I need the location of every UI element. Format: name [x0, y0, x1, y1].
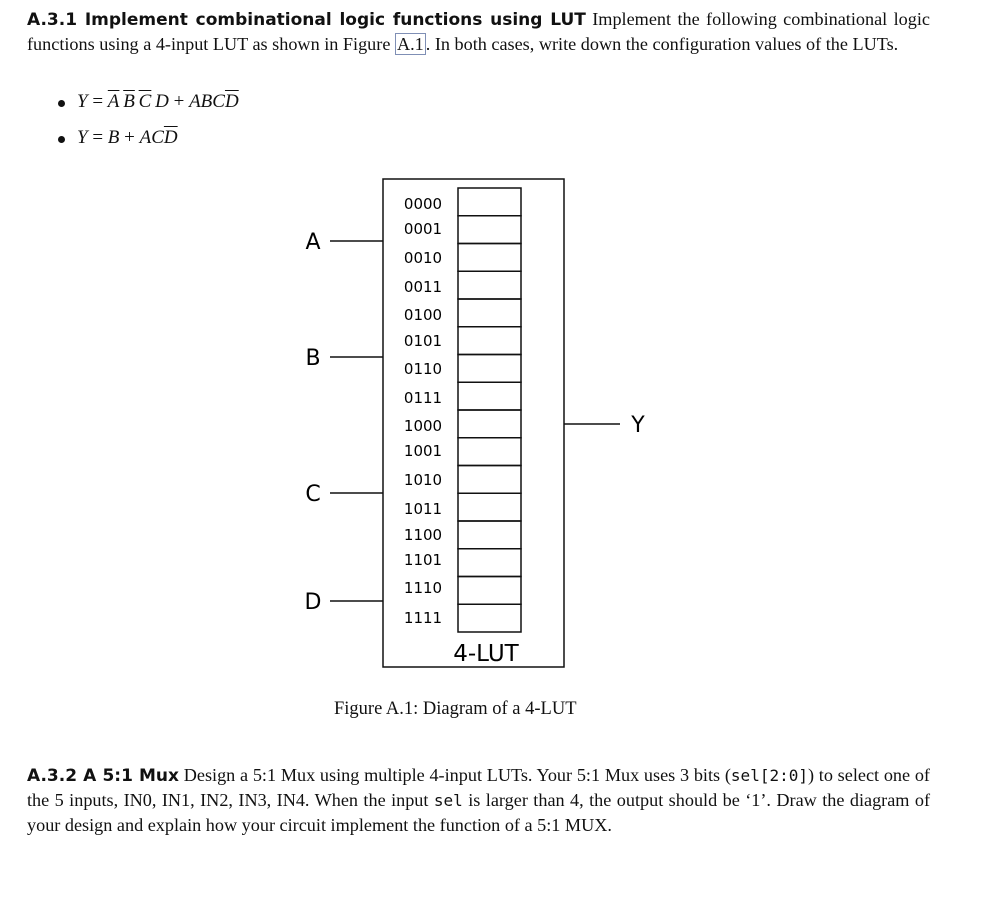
input-c-label: C	[305, 482, 321, 507]
lut-cell-0100	[458, 299, 521, 327]
section-a32-text-2: ) to select one of the 5 inputs, IN0, IN1, IN2, IN3, IN4. When the input	[27, 765, 930, 810]
lut-address-1011: 1011	[403, 500, 443, 518]
lut-address-0001: 0001	[403, 220, 443, 238]
lut-label: 4-LUT	[453, 641, 519, 667]
section-a32-paragraph	[27, 763, 930, 837]
lut-address-1111: 1111	[403, 609, 443, 627]
section-a32-heading: A.3.2 A 5:1 Mux	[27, 766, 179, 786]
section-a31-text-end: . In both cases, write down the configuration values of the LUTs.	[425, 34, 899, 54]
lut-address-1110: 1110	[403, 579, 443, 597]
lut-cell-1011	[458, 493, 521, 521]
lut-cell-1100	[458, 521, 521, 549]
lut-address-1001: 1001	[403, 442, 443, 460]
figure-reference-link[interactable]: A.1	[396, 34, 424, 54]
lut-cell-0110	[458, 355, 521, 383]
lut-cell-1101	[458, 549, 521, 577]
section-a32-text-1: Design a 5:1 Mux using multiple 4-input LUTs. Your 5:1 Mux uses 3 bits (	[183, 765, 731, 785]
section-a31-text: Implement the following combinational logic functions using a 4-input LUT as shown in Figure	[27, 9, 930, 54]
section-a32-text-3: is larger than 4, the output should be ‘1’. Draw the diagram of your design and explain how your circuit implement the function of a 5:1 MUX.	[27, 790, 931, 835]
lut-address-0010: 0010	[403, 249, 443, 267]
lut-cell-0011	[458, 271, 521, 299]
figure-caption: Figure A.1: Diagram of a 4-LUT	[334, 699, 577, 719]
lut-cell-1001	[458, 438, 521, 466]
equation-1: $Y = \overline{A}$ $\overline{B}$ $\overline{C}$ $D + ABC\overline{D}$	[77, 91, 239, 112]
lut-cell-0000	[458, 188, 521, 216]
lut-address-0011: 0011	[403, 278, 443, 296]
lut-cell-1110	[458, 577, 521, 605]
lut-address-0100: 0100	[403, 306, 443, 324]
lut-cell-0010	[458, 244, 521, 272]
input-b-label: B	[305, 346, 321, 371]
lut-cell-0001	[458, 216, 521, 244]
lut-address-0000: 0000	[403, 195, 443, 213]
lut-cell-1010	[458, 466, 521, 494]
equation-2: $Y = B + AC\overline{D}$	[77, 127, 178, 148]
lut-address-1101: 1101	[403, 551, 443, 569]
lut-cell-0101	[458, 327, 521, 355]
lut-cell-1000	[458, 410, 521, 438]
lut-cell-1111	[458, 604, 521, 632]
input-d-label: D	[304, 590, 322, 615]
lut-address-0110: 0110	[403, 360, 443, 378]
section-a31-heading: A.3.1 Implement combinational logic functions using LUT	[27, 10, 586, 30]
lut-address-0101: 0101	[403, 332, 443, 350]
lut-cell-0111	[458, 382, 521, 410]
input-a-label: A	[305, 230, 321, 255]
lut-address-0111: 0111	[403, 389, 443, 407]
lut-address-1000: 1000	[403, 417, 443, 435]
code-sel-range: sel[2:0]	[730, 766, 808, 785]
lut-address-1100: 1100	[403, 526, 443, 544]
lut-address-1010: 1010	[403, 471, 443, 489]
output-y-label: Y	[631, 413, 645, 438]
code-sel: sel	[433, 791, 463, 810]
